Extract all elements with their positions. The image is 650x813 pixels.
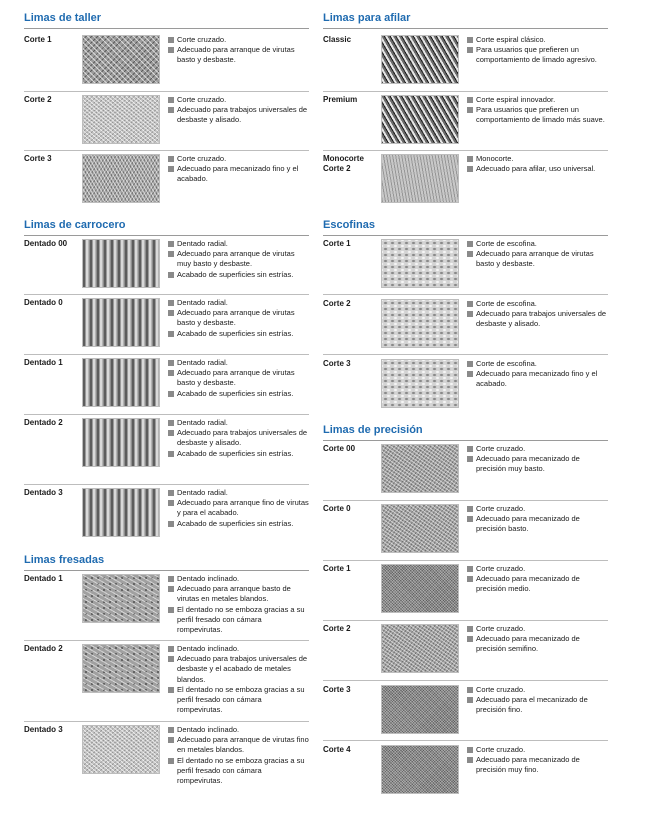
feature-list [168, 644, 309, 715]
file-texture-image [381, 564, 459, 613]
file-texture-image [381, 239, 459, 288]
file-texture-image [381, 154, 459, 203]
feature-list [467, 444, 608, 475]
cut-label: Dentado 1 [24, 574, 63, 583]
feature-item: Dentado inclinado. [168, 644, 309, 654]
file-texture-image [381, 745, 459, 794]
file-texture-image [82, 298, 160, 347]
feature-item: Acabado de superficies sin estrías. [168, 449, 309, 459]
feature-item: Adecuado para arranque de virutas basto y desbaste. [467, 249, 608, 269]
row-divider [24, 354, 309, 355]
cut-label: Corte 3 [323, 359, 351, 368]
file-texture-image [82, 35, 160, 84]
cut-label: Dentado 2 [24, 644, 63, 653]
row-divider [24, 294, 309, 295]
feature-item: Dentado inclinado. [168, 574, 309, 584]
feature-list [467, 299, 608, 330]
file-texture-image [381, 624, 459, 673]
section-limas-de-carrocero [24, 219, 309, 528]
feature-item: Adecuado para arranque de virutas fino en metales blandos. [168, 735, 309, 755]
row-divider [323, 354, 608, 355]
cut-label: Dentado 3 [24, 725, 63, 734]
row-divider [24, 150, 309, 151]
feature-item: Corte cruzado. [467, 504, 608, 514]
feature-item: Adecuado para trabajos universales de desbaste y el acabado de metales blandos. [168, 654, 309, 685]
file-texture-image [82, 488, 160, 537]
feature-item: Adecuado para arranque de virutas basto y desbaste. [168, 368, 309, 388]
cut-label: Dentado 1 [24, 358, 63, 367]
row-divider [323, 620, 608, 621]
cut-label: Corte 3 [24, 154, 52, 163]
feature-item: Adecuado para arranque de virutas muy basto y desbaste. [168, 249, 309, 269]
cut-label: Corte 2 [323, 624, 351, 633]
feature-item: Monocorte. [467, 154, 608, 164]
feature-item: Dentado radial. [168, 418, 309, 428]
row-divider [323, 680, 608, 681]
feature-item: Corte cruzado. [168, 154, 309, 164]
cut-label: Corte 1 [323, 564, 351, 573]
feature-list [467, 685, 608, 716]
section-title: Limas fresadas [24, 554, 105, 566]
feature-item: El dentado no se emboza gracias a su perfil fresado con cámara rompevirutas. [168, 605, 309, 636]
row-divider [323, 150, 608, 151]
section-rule [323, 235, 608, 236]
section-rule [24, 570, 309, 571]
feature-item: Dentado radial. [168, 358, 309, 368]
file-texture-image [82, 644, 160, 693]
feature-list [168, 95, 309, 126]
file-texture-image [82, 725, 160, 774]
feature-list [168, 298, 309, 339]
feature-list [168, 725, 309, 786]
file-texture-image [82, 239, 160, 288]
feature-item: Adecuado para mecanizado fino y el acabado. [467, 369, 608, 389]
feature-item: Corte cruzado. [467, 685, 608, 695]
feature-item: Corte de escofina. [467, 239, 608, 249]
feature-list [467, 504, 608, 535]
file-texture-image [381, 504, 459, 553]
section-limas-de-taller [24, 12, 309, 184]
section-title: Escofinas [323, 219, 375, 231]
feature-item: Dentado radial. [168, 488, 309, 498]
feature-item: Adecuado para trabajos universales de desbaste y alisado. [168, 428, 309, 448]
feature-item: Acabado de superficies sin estrías. [168, 270, 309, 280]
feature-item: Adecuado para el mecanizado de precisión fino. [467, 695, 608, 715]
section-limas-fresadas [24, 554, 309, 786]
feature-item: El dentado no se emboza gracias a su perfil fresado con cámara rompevirutas. [168, 756, 309, 787]
feature-item: Acabado de superficies sin estrías. [168, 519, 309, 529]
feature-item: Corte espiral innovador. [467, 95, 608, 105]
feature-item: Corte cruzado. [467, 745, 608, 755]
feature-list [168, 35, 309, 66]
row-divider [323, 91, 608, 92]
row-divider [24, 91, 309, 92]
feature-list [168, 488, 309, 529]
feature-list [467, 154, 608, 174]
cut-label: Corte 00 [323, 444, 356, 453]
cut-label: Classic [323, 35, 352, 44]
file-texture-image [82, 95, 160, 144]
feature-item: Corte de escofina. [467, 299, 608, 309]
feature-item: Corte cruzado. [467, 624, 608, 634]
feature-item: Adecuado para arranque basto de virutas en metales blandos. [168, 584, 309, 604]
file-texture-image [82, 418, 160, 467]
row-divider [323, 560, 608, 561]
feature-item: Corte cruzado. [168, 35, 309, 45]
cut-label: Corte 0 [323, 504, 351, 513]
cut-label: Corte 2 [323, 299, 351, 308]
feature-item: Adecuado para mecanizado fino y el acabado. [168, 164, 309, 184]
cut-label: Monocorte Corte 2 [323, 154, 364, 173]
section-escofinas [323, 219, 608, 389]
cut-label: Corte 4 [323, 745, 351, 754]
feature-item: Para usuarios que prefieren un comportamiento de limado más suave. [467, 105, 608, 125]
section-title: Limas de carrocero [24, 219, 126, 231]
file-texture-image [381, 299, 459, 348]
file-texture-image [381, 359, 459, 408]
file-texture-image [381, 95, 459, 144]
section-rule [323, 28, 608, 29]
feature-list [168, 418, 309, 459]
feature-item: Corte espiral clásico. [467, 35, 608, 45]
feature-item: Acabado de superficies sin estrías. [168, 389, 309, 399]
file-texture-image [381, 35, 459, 84]
feature-list [467, 624, 608, 655]
feature-item: Adecuado para afilar, uso universal. [467, 164, 608, 174]
row-divider [323, 740, 608, 741]
row-divider [323, 500, 608, 501]
feature-item: Dentado radial. [168, 239, 309, 249]
cut-label: Dentado 0 [24, 298, 63, 307]
row-divider [24, 414, 309, 415]
feature-item: Adecuado para mecanizado de precisión basto. [467, 514, 608, 534]
cut-label: Dentado 00 [24, 239, 68, 248]
section-rule [24, 235, 309, 236]
cut-label: Dentado 2 [24, 418, 63, 427]
feature-item: Adecuado para trabajos universales de desbaste y alisado. [168, 105, 309, 125]
section-title: Limas para afilar [323, 12, 411, 24]
section-limas-para-afilar [323, 12, 608, 174]
feature-item: Para usuarios que prefieren un comportamiento de limado agresivo. [467, 45, 608, 65]
cut-label: Corte 1 [24, 35, 52, 44]
file-texture-image [82, 154, 160, 203]
cut-label: Dentado 3 [24, 488, 63, 497]
feature-item: Adecuado para mecanizado de precisión semifino. [467, 634, 608, 654]
feature-list [467, 95, 608, 126]
feature-item: Acabado de superficies sin estrías. [168, 329, 309, 339]
row-divider [24, 721, 309, 722]
feature-item: Adecuado para mecanizado de precisión medio. [467, 574, 608, 594]
section-rule [323, 440, 608, 441]
feature-list [168, 358, 309, 399]
feature-item: Corte cruzado. [467, 444, 608, 454]
feature-item: Dentado radial. [168, 298, 309, 308]
feature-list [467, 35, 608, 66]
cut-label: Corte 1 [323, 239, 351, 248]
feature-item: Dentado inclinado. [168, 725, 309, 735]
cut-label: Corte 2 [24, 95, 52, 104]
row-divider [323, 294, 608, 295]
feature-item: Corte cruzado. [168, 95, 309, 105]
feature-item: Adecuado para arranque de virutas basto y desbaste. [168, 45, 309, 65]
feature-list [168, 154, 309, 185]
file-texture-image [82, 574, 160, 623]
feature-list [168, 239, 309, 280]
row-divider [24, 640, 309, 641]
feature-item: Adecuado para arranque de virutas basto y desbaste. [168, 308, 309, 328]
file-texture-image [381, 685, 459, 734]
feature-list [168, 574, 309, 635]
row-divider [24, 484, 309, 485]
section-title: Limas de precisión [323, 424, 423, 436]
feature-item: El dentado no se emboza gracias a su perfil fresado con cámara rompevirutas. [168, 685, 309, 716]
feature-list [467, 239, 608, 270]
feature-item: Adecuado para trabajos universales de desbaste y alisado. [467, 309, 608, 329]
feature-item: Corte de escofina. [467, 359, 608, 369]
cut-label: Corte 3 [323, 685, 351, 694]
feature-list [467, 564, 608, 595]
section-rule [24, 28, 309, 29]
feature-item: Adecuado para mecanizado de precisión muy fino. [467, 755, 608, 775]
file-texture-image [82, 358, 160, 407]
feature-list [467, 359, 608, 390]
feature-item: Corte cruzado. [467, 564, 608, 574]
feature-item: Adecuado para arranque fino de virutas y para el acabado. [168, 498, 309, 518]
section-limas-de-precision [323, 424, 608, 775]
section-title: Limas de taller [24, 12, 102, 24]
feature-list [467, 745, 608, 776]
cut-label: Premium [323, 95, 358, 104]
file-texture-image [381, 444, 459, 493]
feature-item: Adecuado para mecanizado de precisión muy basto. [467, 454, 608, 474]
